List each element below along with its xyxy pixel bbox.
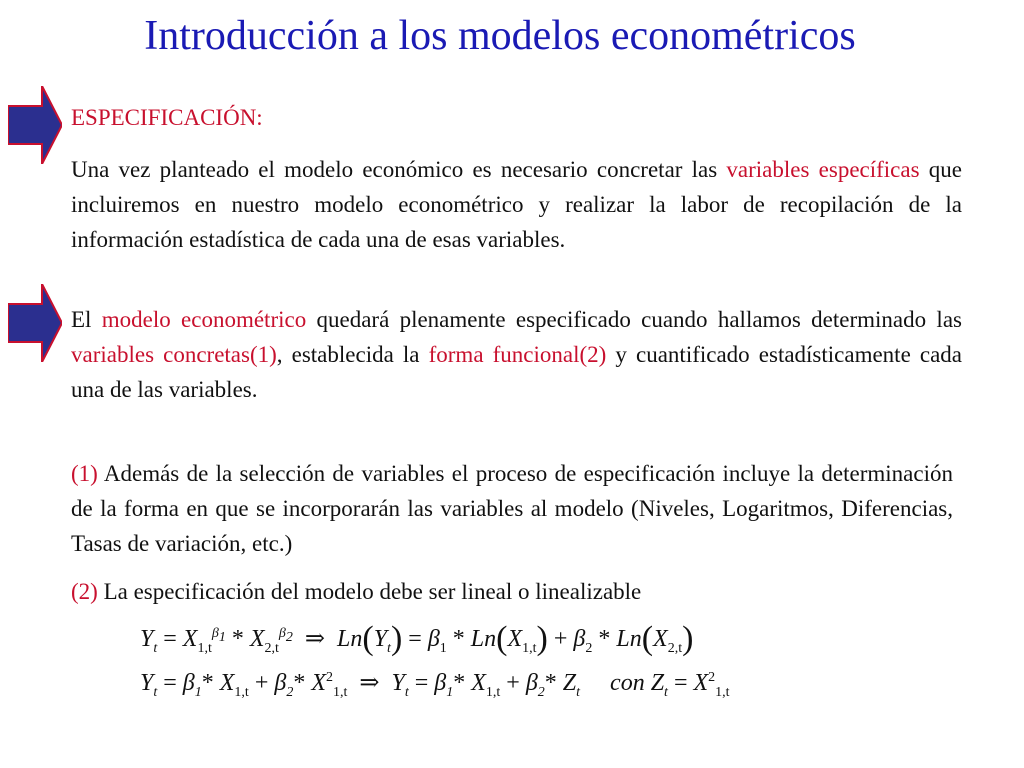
section-heading: ESPECIFICACIÓN: — [71, 105, 263, 130]
equation-log-model: $Y_t = X_{1,t}^{\beta_1} * X_{2,t}^{\beta_2}$ ⇒ $Ln(Y_t) = \beta_1 * Ln(X_{1,t}) + \beta_2 * Ln(X_{2,t})$ — [140, 620, 694, 657]
footnote-1: (1) Además de la selección de variables el proceso de especificación incluye la determinación de la forma en que se incorporarán las variables al modelo (Niveles, Logaritmos, Diferencias, Tasas de variación, etc.) — [71, 461, 953, 556]
paragraph-1: Una vez planteado el modelo económico es necesario concretar las variables específicas que incluiremos en nuestro modelo econométrico y realizar la labor de recopilación de la información estadística de cada una de esas variables. — [71, 157, 962, 252]
paragraph-2: El modelo econométrico quedará plenamente especificado cuando hallamos determinado las variables concretas(1), establecida la forma funcional(2) y cuantificado estadísticamente cada una de las variables. — [71, 307, 963, 402]
arrow-bullet-icon — [8, 86, 62, 164]
slide-title: Introducción a los modelos econométricos — [144, 13, 856, 59]
arrow-bullet-icon — [8, 284, 62, 362]
footnote-2: (2) La especificación del modelo debe ser lineal o linealizable — [71, 579, 642, 604]
equation-linear-model: $Y_t = \beta_1*$ $X_{1,t} + \beta_2*$ $X^2_{1,t}$ ⇒ $Y_t = \beta_1*$ $X_{1,t} + \beta_2*$ $Z_t$ con $Z_t = X^2_{1,t}$ — [140, 670, 730, 700]
